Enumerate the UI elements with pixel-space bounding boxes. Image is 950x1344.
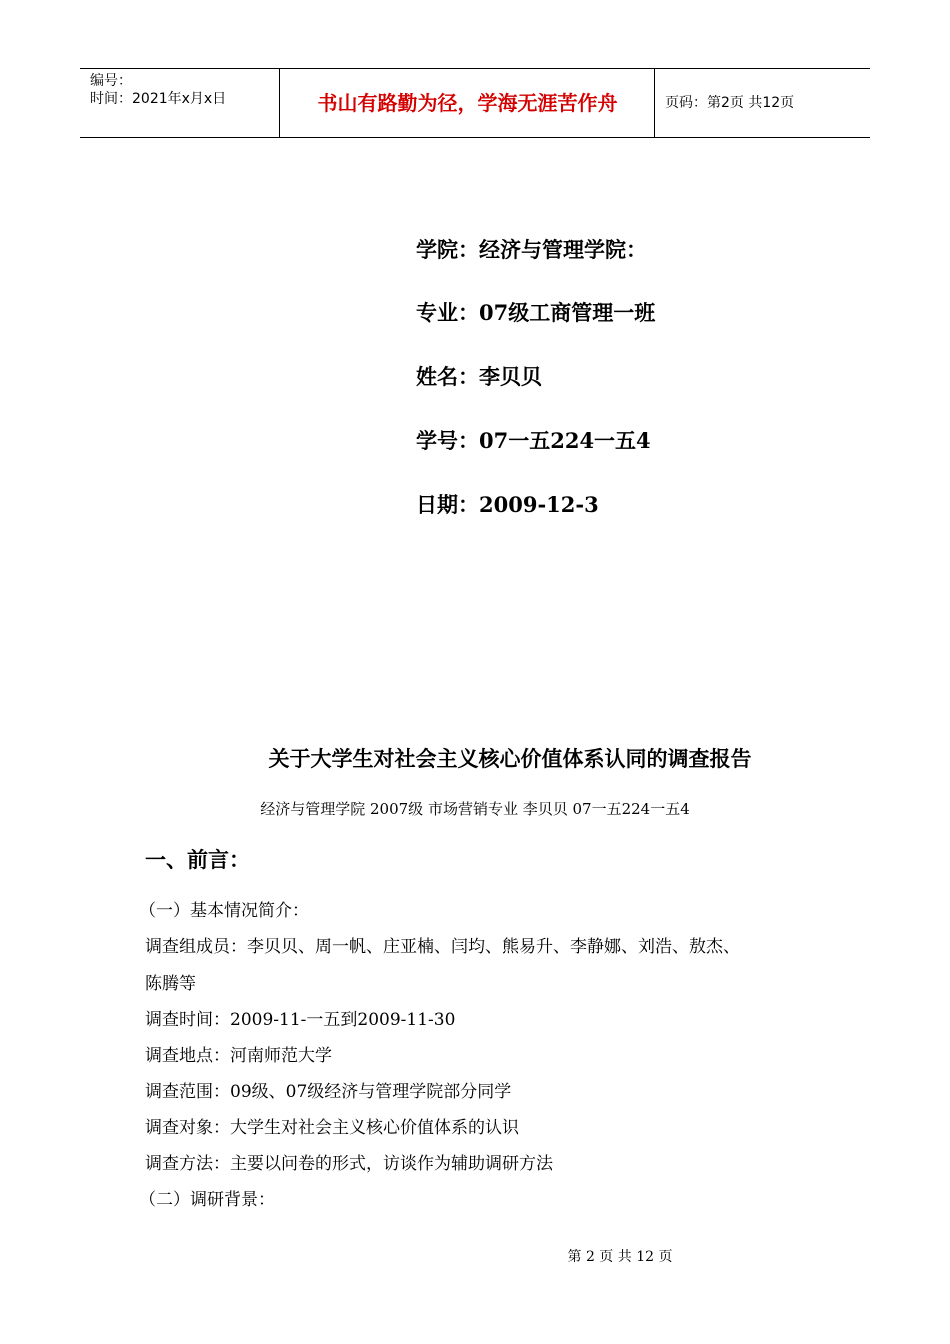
header-meta-cell (80, 69, 280, 137)
members-line-2: 陈腾等 (145, 974, 196, 994)
survey-place: 调查地点：河南师范大学 (145, 1046, 332, 1066)
number-label: 编号： (90, 73, 132, 89)
report-title: 关于大学生对社会主义核心价值体系认同的调查报告 (268, 746, 752, 771)
header-table (80, 68, 870, 138)
cover-major: 专业：07级工商管理一班 (416, 300, 656, 325)
cover-college: 学院：经济与管理学院： (416, 237, 647, 262)
members-line-1: 调查组成员：李贝贝、周一帆、庄亚楠、闫均、熊易升、李静娜、刘浩、敖杰、 (145, 937, 740, 957)
cover-date: 日期：2009-12-3 (416, 492, 599, 517)
survey-object: 调查对象：大学生对社会主义核心价值体系的认识 (145, 1118, 519, 1138)
subheading-background: （二）调研背景： (139, 1190, 275, 1210)
time-label: 时间：2021年x月x日 (90, 91, 227, 107)
survey-method: 调查方法：主要以问卷的形式，访谈作为辅助调研方法 (145, 1154, 553, 1174)
header-motto: 书山有路勤为径，学海无涯苦作舟 (281, 69, 655, 137)
section-heading-1: 一、前言： (145, 847, 250, 872)
report-byline: 经济与管理学院 2007级 市场营销专业 李贝贝 07一五224一五4 (260, 800, 690, 818)
survey-scope: 调查范围：09级、07级经济与管理学院部分同学 (145, 1082, 512, 1102)
header-page-code: 页码：第2页 共12页 (665, 95, 795, 111)
cover-name: 姓名：李贝贝 (416, 364, 542, 389)
subheading-basic-info: （一）基本情况简介： (139, 901, 309, 921)
page-footer: 第 2 页 共 12 页 (567, 1249, 673, 1265)
cover-student-id: 学号：07一五224一五4 (416, 428, 651, 453)
survey-time: 调查时间：2009-11-一五到2009-11-30 (145, 1010, 456, 1030)
